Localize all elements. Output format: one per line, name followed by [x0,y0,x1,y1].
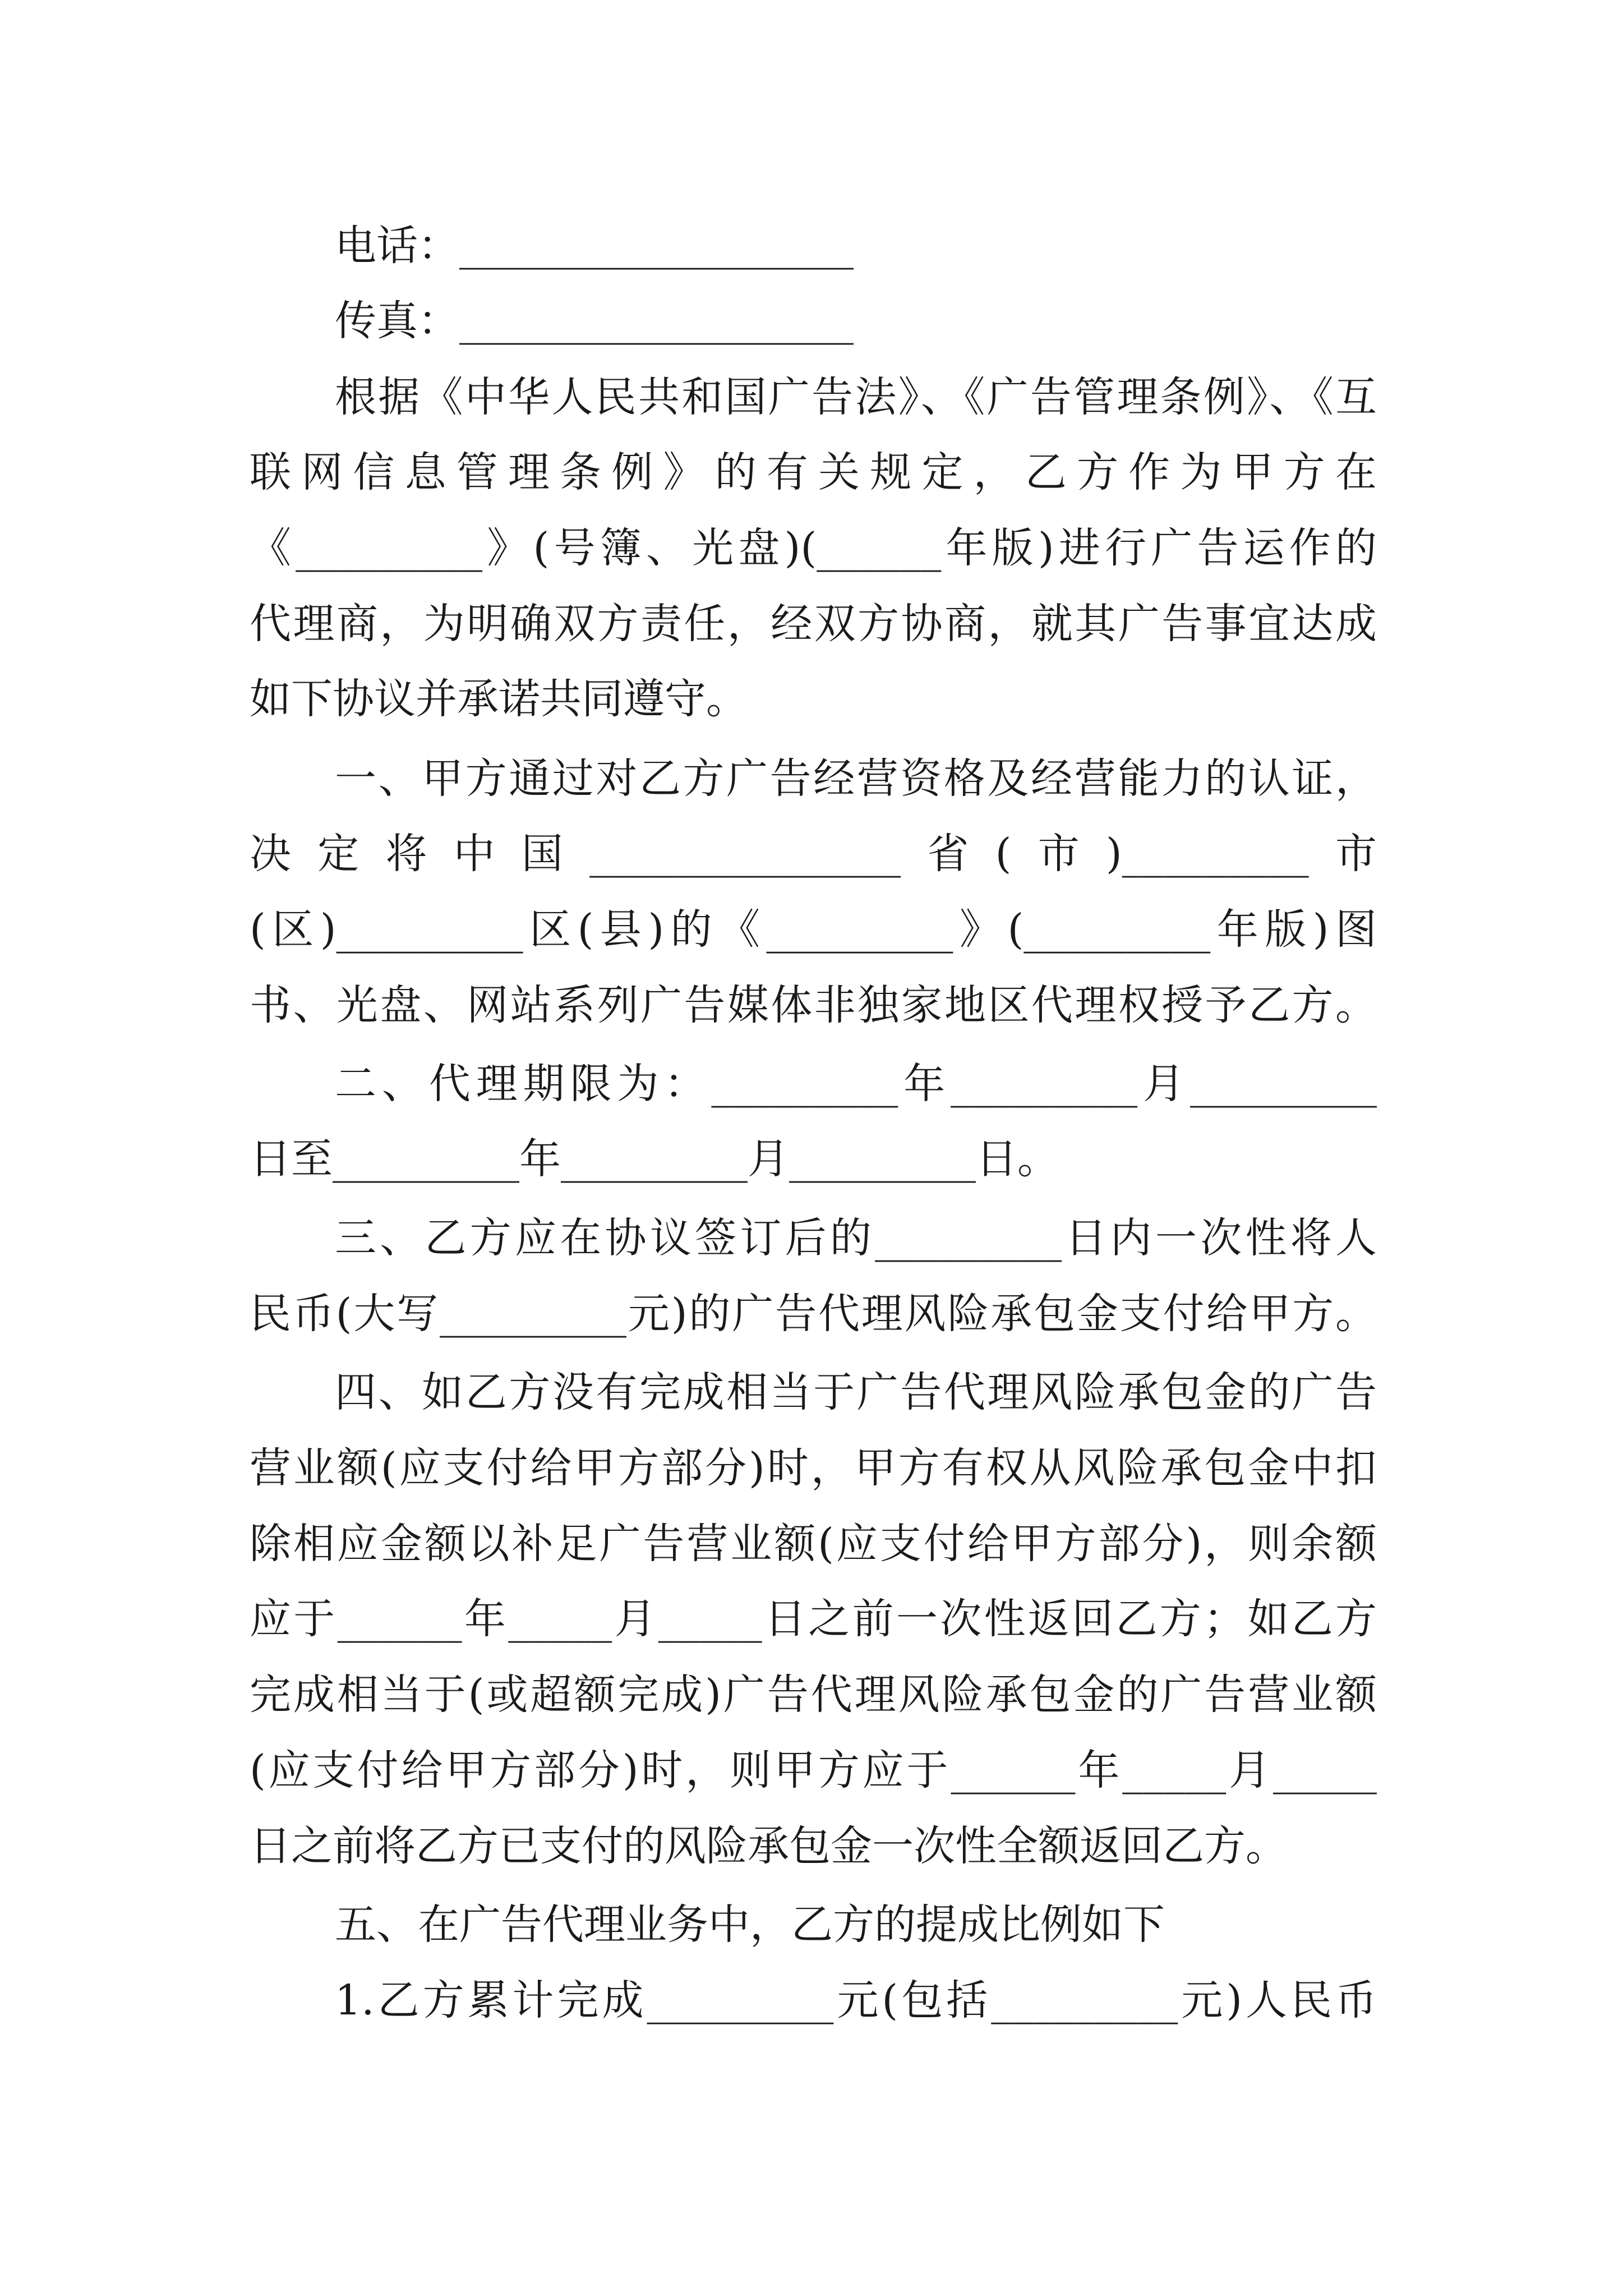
clause-three-line: 民币(大写_________元)的广告代理风险承包金支付给甲方。 [250,1290,1377,1338]
paragraph-intro-line: 代理商，为明确双方责任，经双方协商，就其广告事宜达成 [250,600,1377,648]
clause-two-line: 二、代理期限为：_________年_________月_________ [335,1060,1377,1108]
clause-four-line: 营业额(应支付给甲方部分)时，甲方有权从风险承包金中扣 [250,1444,1377,1492]
paragraph-intro-line: 根据《中华人民共和国广告法》、《广告管理条例》、《互 [335,373,1377,421]
clause-five-line: 五、在广告代理业务中，乙方的提成比例如下 [335,1901,1165,1949]
clause-four-line: 完成相当于(或超额完成)广告代理风险承包金的广告营业额 [250,1671,1377,1719]
clause-four-line: 日之前将乙方已支付的风险承包金一次性全额返回乙方。 [250,1822,1287,1870]
paragraph-intro-line: 《_________》(号簿、光盘)(______年版)进行广告运作的 [250,524,1377,572]
clause-one-line: 一、甲方通过对乙方广告经营资格及经营能力的认证， [335,754,1377,803]
clause-four-line: 除相应金额以补足广告营业额(应支付给甲方部分)，则余额 [250,1520,1377,1568]
clause-four-line: 四、如乙方没有完成相当于广告代理风险承包金的广告 [335,1368,1377,1416]
clause-four-line: (应支付给甲方部分)时，则甲方应于______年_____月_____ [250,1746,1377,1795]
fax-field-line: 传真：___________________ [335,297,854,345]
clause-five-item-line: 1.乙方累计完成_________元(包括_________元)人民币 [335,1976,1377,2024]
paragraph-intro-line: 联网信息管理条例》的有关规定，乙方作为甲方在 [250,448,1377,496]
clause-four-line: 应于______年_____月_____日之前一次性返回乙方；如乙方 [250,1595,1377,1643]
phone-field-line: 电话：___________________ [335,222,854,270]
clause-two-line: 日至_________年_________月_________日。 [250,1135,1059,1183]
clause-one-line: 书、光盘、网站系列广告媒体非独家地区代理权授予乙方。 [250,981,1377,1029]
clause-one-line: (区)_________区(县)的《_________》(_________年版)图 [250,905,1377,954]
paragraph-intro-line: 如下协议并承诺共同遵守。 [250,675,748,723]
clause-one-line: 决定将中国_______________省(市)_________市 [250,830,1377,878]
clause-three-line: 三、乙方应在协议签订后的_________日内一次性将人 [335,1214,1377,1262]
